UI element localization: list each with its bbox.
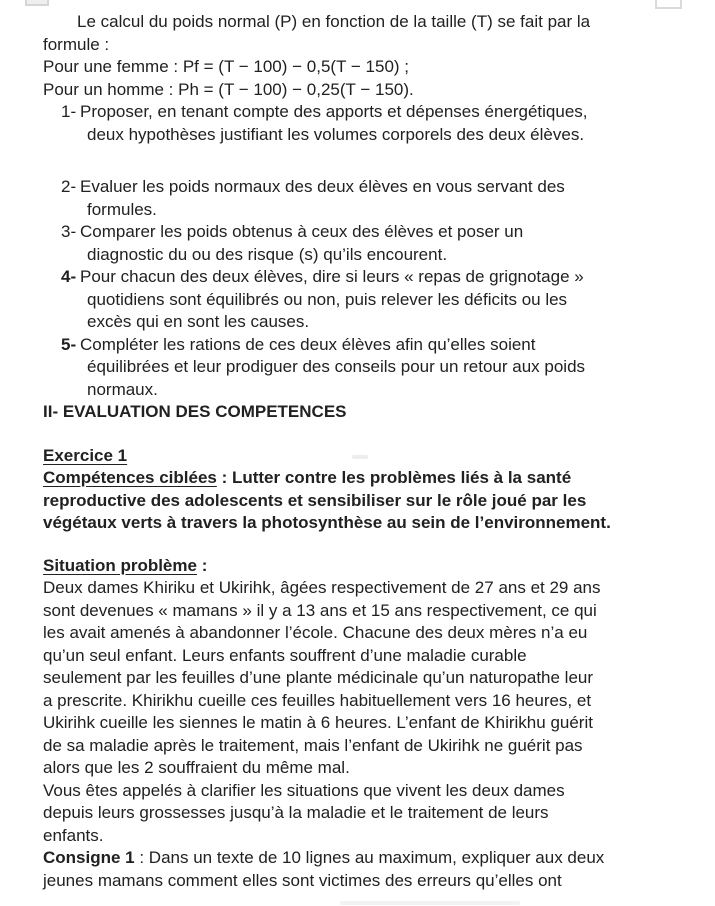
text-run: depuis leurs grossesses jusqu’à la maladie et le traitement de leurs [43,803,549,822]
text-run: Consigne 1 [43,848,135,867]
text-run: deux hypothèses justifiant les volumes corporels des deux élèves. [87,124,585,144]
text-line [0,244,715,267]
text-run: a prescrite. Khirikhu cueille ces feuilles habituellement vers 16 heures, et [43,690,592,710]
text-run: alors que les 2 souffraient du même mal. [43,758,350,777]
page-edge-artifact-left [25,0,49,6]
text-run: Deux dames Khiriku et Ukirihk, âgées respectivement de 27 ans et 29 ans [43,578,601,597]
text-line [0,780,715,803]
text-run: reproductive des adolescents et sensibiliser sur le rôle joué par les [43,490,587,510]
text-run: Compétences ciblées [43,468,217,487]
text-run: qu’un seul enfant. Leurs enfants souffrent d’une maladie curable [43,645,527,665]
text-run: Proposer, en tenant compte des apports et dépenses énergétiques, [80,102,588,121]
blank-line [0,424,715,445]
text-run: Comparer les poids obtenus à ceux des élèves et poser un [80,222,524,241]
text-line [0,289,715,312]
text-run: excès qui en sont les causes. [87,312,310,331]
text-run: formules. [87,199,157,219]
blank-line [0,535,715,555]
text-run: enfants. [43,825,104,845]
text-line [0,124,715,147]
text-line [0,577,715,600]
text-run: seulement par les feuilles d’une plante médicinale qu’un naturopathe leur [43,668,594,687]
text-line [0,735,715,758]
text-run: jeunes mamans comment elles sont victimes des erreurs qu’elles ont [43,870,562,890]
text-run: quotidiens sont équilibrés ou non, puis relever les déficits ou les [87,289,568,309]
text-run: Vous êtes appelés à clarifier les situations que vivent les deux dames [43,780,565,800]
text-line [0,712,715,735]
text-line [0,334,715,357]
text-line [0,667,715,690]
text-run: sont devenues « mamans » il y a 13 ans et 15 ans respectivement, ce qui [43,600,597,620]
scan-smudge-bottom [340,901,520,905]
text-run: Le calcul du poids normal (P) en fonction de la taille (T) se fait par la [77,12,591,31]
list-marker: 3- [61,222,77,241]
text-run: Ukirihk cueille les siennes le matin à 6 heures. L’enfant de Khirikhu guérit [43,713,593,732]
text-run: : [196,555,208,575]
text-run: Exercice 1 [43,445,128,465]
list-marker: 5- [61,334,77,354]
text-run: Compléter les rations de ces deux élèves afin qu’elles soient [80,334,536,354]
text-line [0,379,715,402]
text-line [0,600,715,623]
text-line [0,802,715,825]
document-text [0,11,715,892]
text-run: les avait amenés à abandonner l’école. Chacune des deux mères n’a eu [43,623,588,642]
text-run: végétaux verts à travers la photosynthèse au sein de l’environnement. [43,513,611,532]
text-line [0,199,715,222]
text-line [0,847,715,870]
text-line [0,622,715,645]
text-line [0,645,715,668]
text-line [0,757,715,780]
text-run: de sa maladie après le traitement, mais l’enfant de Ukirihk ne guérit pas [43,735,583,755]
text-run: équilibrées et leur prodiguer des conseils pour un retour aux poids [87,357,586,376]
section-heading [0,401,715,424]
text-line [0,221,715,244]
text-line [0,467,715,490]
text-line [0,56,715,79]
text-line [0,356,715,379]
text-run: diagnostic du ou des risque (s) qu’ils encourent. [87,244,448,264]
text-run: formule : [43,34,110,54]
text-run: : Lutter contre les problèmes liés à la santé [216,468,572,487]
text-line [0,870,715,893]
text-run: normaux. [87,379,158,399]
text-line [0,101,715,124]
text-line [0,690,715,713]
text-line [0,311,715,334]
list-marker: 2- [61,177,77,196]
text-run: Pour un homme : Ph = (T − 100) − 0,25(T − 150). [43,79,414,99]
text-run: Pour chacun des deux élèves, dire si leurs « repas de grignotage » [80,267,584,286]
text-line [0,11,715,34]
text-run: Pour une femme : Pf = (T − 100) − 0,5(T − 150) ; [43,57,410,76]
text-line [0,490,715,513]
text-line [0,176,715,199]
text-run: II- EVALUATION DES COMPETENCES [43,402,347,421]
blank-line [0,146,715,176]
page-edge-artifact-right [655,0,682,9]
text-line [0,512,715,535]
list-marker: 4- [61,267,77,286]
text-line [0,825,715,848]
text-line [0,266,715,289]
text-run: Situation problème [43,555,197,575]
subsection-heading [0,555,715,578]
list-marker: 1- [61,102,77,121]
text-line [0,34,715,57]
text-run: : Dans un texte de 10 lignes au maximum, expliquer aux deux [134,848,605,867]
text-run: Evaluer les poids normaux des deux élèves en vous servant des [80,177,565,196]
text-line [0,79,715,102]
scan-smudge-mid [352,455,368,459]
